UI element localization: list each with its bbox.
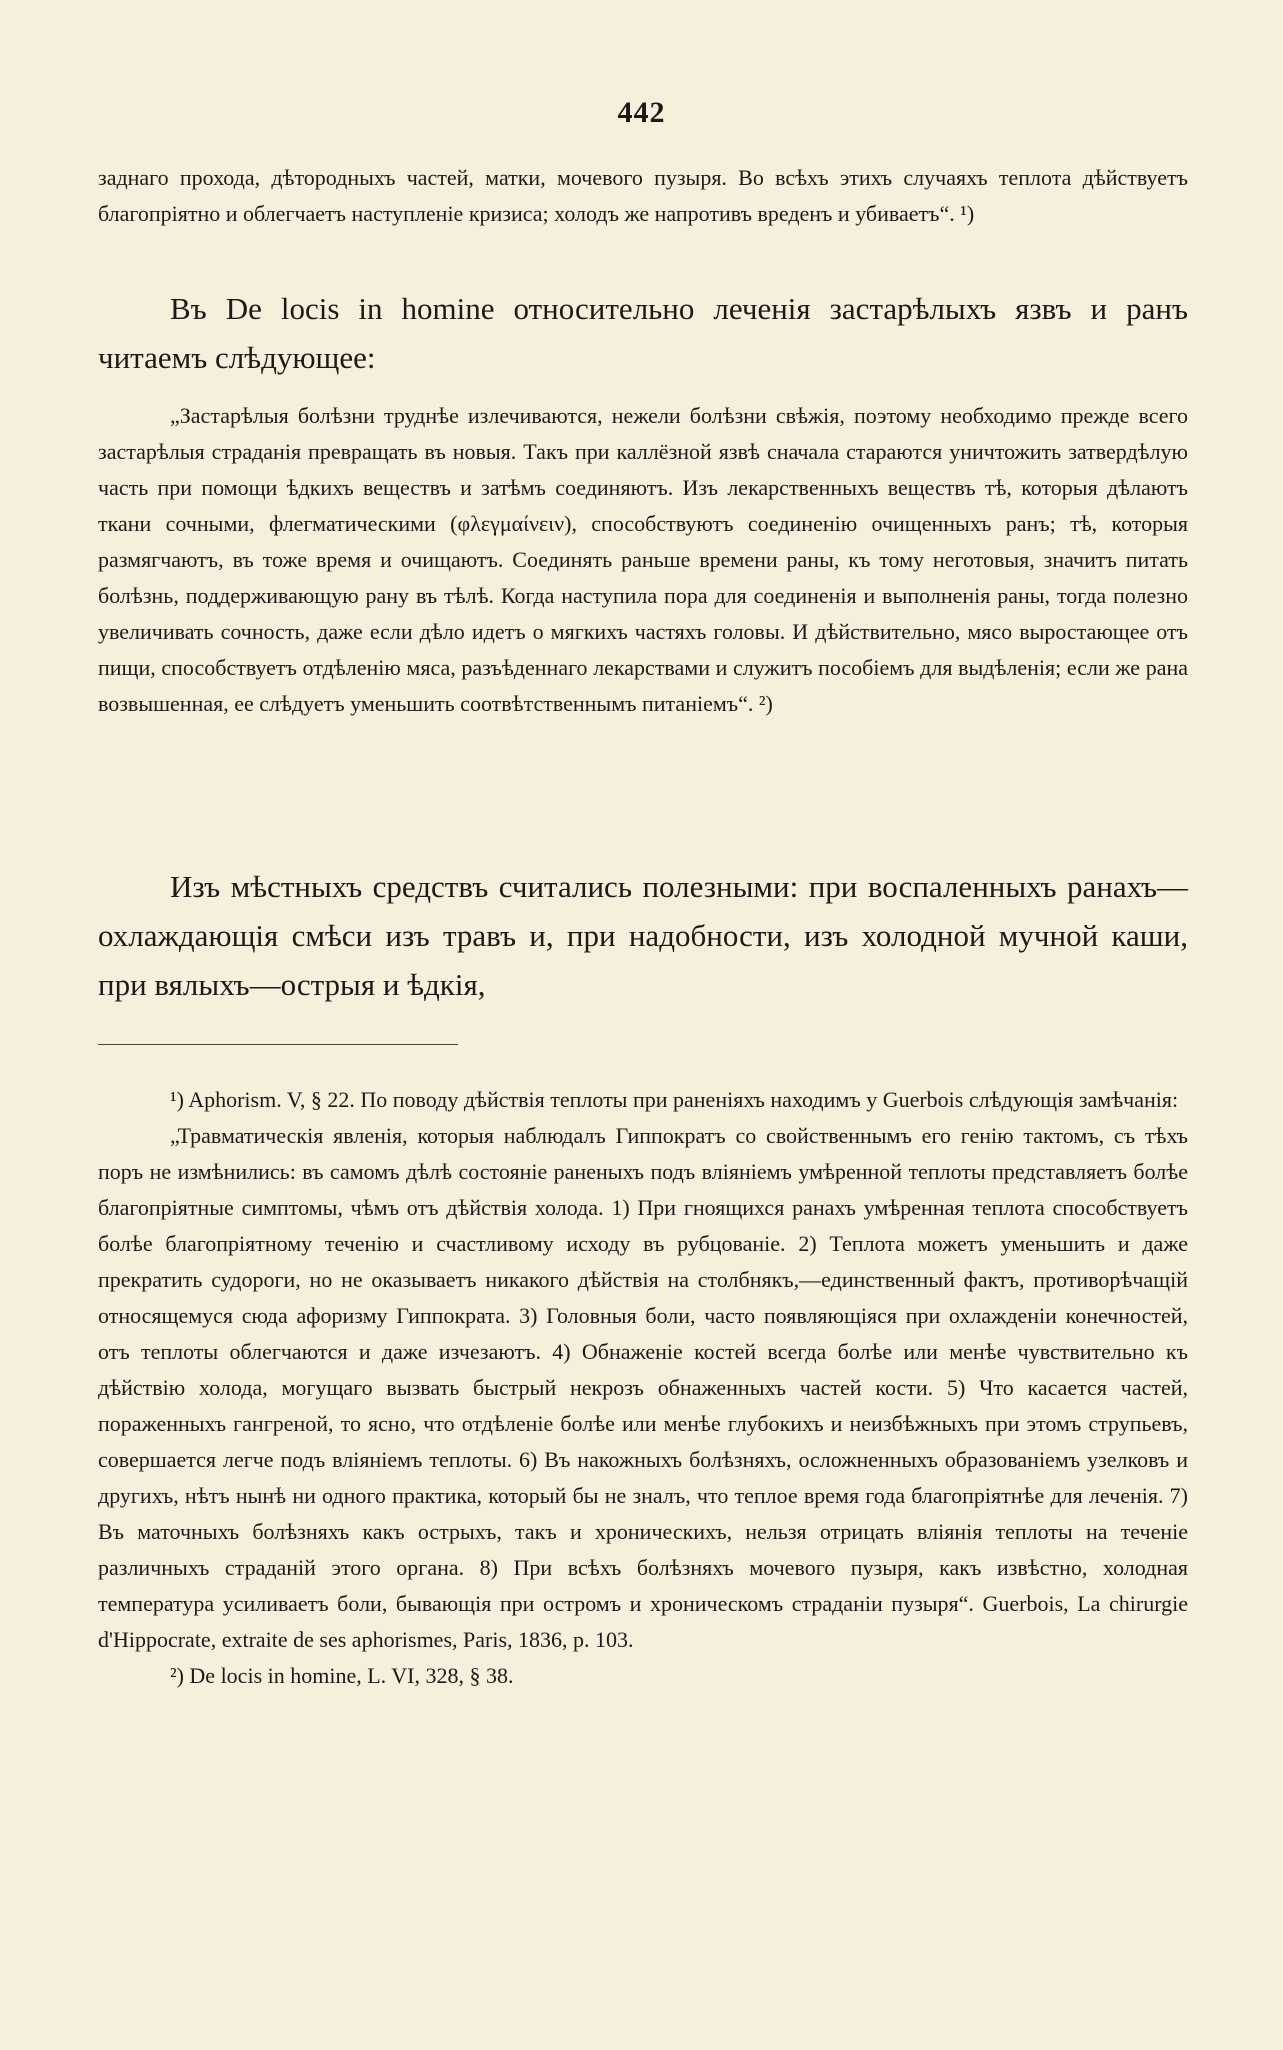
quotation-text: „Застарѣлыя болѣзни труднѣе излечиваются, нежели болѣзни свѣжія, поэтому необходимо прежде всего застарѣлыя страданія превращать въ новыя. Такъ при каллёзной язвѣ сначала стараются уничтожить затвердѣлую часть при помощи ѣдкихъ веществъ и затѣмъ соединяютъ. Изъ лекарственныхъ веществъ тѣ, которыя дѣлаютъ ткани сочными, флегматическими (φλεγμαίνειν), способствуютъ соединенію очищенныхъ ранъ; тѣ, которыя размягчаютъ, въ тоже время и очищаютъ. Соединять раньше времени раны, къ тому неготовыя, значитъ питать болѣзнь, поддерживающую рану въ тѣлѣ. Когда наступила пора для соединенія и выполненія раны, тогда полезно увеличивать сочность, даже если дѣло идетъ о мягкихъ частяхъ головы. И дѣйствительно, мясо выростающее отъ пищи, способствуетъ отдѣленію мяса, разъѣденнаго лекарствами и служитъ пособіемъ для выдѣленія; если же рана возвышенная, ее слѣдуетъ уменьшить соотвѣтственнымъ питаніемъ“. ²) <box>98 403 1188 716</box>
footnote-1-quote: „Травматическія явленія, которыя наблюдалъ Гиппократъ со свойственнымъ его генію тактомъ, съ тѣхъ поръ не измѣнились: въ самомъ дѣлѣ состояніе раненыхъ подъ вліяніемъ умѣренной теплоты представляетъ болѣе благопріятные симптомы, чѣмъ отъ дѣйствія холода. 1) При гноящихся ранахъ умѣренная теплота способствуетъ болѣе благопріятному теченію и счастливому исходу въ рубцованіе. 2) Теплота можетъ уменьшить и даже прекратить судороги, но не оказываетъ никакого дѣйствія на столбнякъ,—единственный фактъ, противорѣчащій относящемуся сюда афоризму Гиппократа. 3) Головныя боли, часто появляющіяся при охлажденіи конечностей, отъ теплоты облегчаются и даже изчезаютъ. 4) Обнаженіе костей всегда болѣе или менѣе чувствительно къ дѣйствію холода, могущаго вызвать быстрый некрозъ обнаженныхъ частей кости. 5) Что касается частей, пораженныхъ гангреной, то ясно, что отдѣленіе болѣе или менѣе глубокихъ и неизбѣжныхъ при этомъ струпьевъ, совершается легче подъ вліяніемъ теплоты. 6) Въ накожныхъ болѣзняхъ, осложненныхъ образованіемъ узелковъ и другихъ, нѣтъ нынѣ ни одного практика, который бы не зналъ, что теплое время года благопріятнѣе для леченія. 7) Въ маточныхъ болѣзняхъ какъ острыхъ, такъ и хроническихъ, нельзя отрицать вліянія теплоты на теченіе различныхъ страданій этого органа. 8) При всѣхъ болѣзняхъ мочевого пузыря, какъ извѣстно, холодная температура усиливаетъ боли, бывающія при остромъ и хроническомъ страданіи пузыря“. Guerbois, La chirurgie d'Hippocrate, extraite de ses aphorismes, Paris, 1836, p. 103. <box>98 1123 1188 1652</box>
paragraph-text: заднаго прохода, дѣтородныхъ частей, матки, мочевого пузыря. Во всѣхъ этихъ случаяхъ теплота дѣйствуетъ благопріятно и облегчаетъ наступленіе кризиса; холодъ же напротивъ вреденъ и убиваетъ“. ¹) <box>98 165 1188 226</box>
footnote-1: ¹) Aphorism. V, § 22. По поводу дѣйствія теплоты при раненіяхъ находимъ у Guerbois слѣдующія замѣчанія: <box>170 1087 1179 1112</box>
footnote-separator <box>98 1044 458 1045</box>
quotation-block <box>98 398 1188 722</box>
page-number: 442 <box>617 96 666 129</box>
paragraph-continuation <box>98 160 1188 232</box>
paragraph-remedies <box>98 862 1188 1009</box>
paragraph-text: Въ De locis in homine относительно леченія застарѣлыхъ язвъ и ранъ читаемъ слѣдующее: <box>98 291 1188 375</box>
paragraph-text: Изъ мѣстныхъ средствъ считались полезными: при воспаленныхъ ранахъ— охлаждающія смѣси изъ травъ и, при надобности, изъ холодной мучной каши, при вялыхъ—острыя и ѣдкія, <box>98 869 1188 1002</box>
footnotes <box>98 1082 1188 1694</box>
paragraph-intro <box>98 284 1188 382</box>
footnote-2: ²) De locis in homine, L. VI, 328, § 38. <box>170 1663 514 1688</box>
